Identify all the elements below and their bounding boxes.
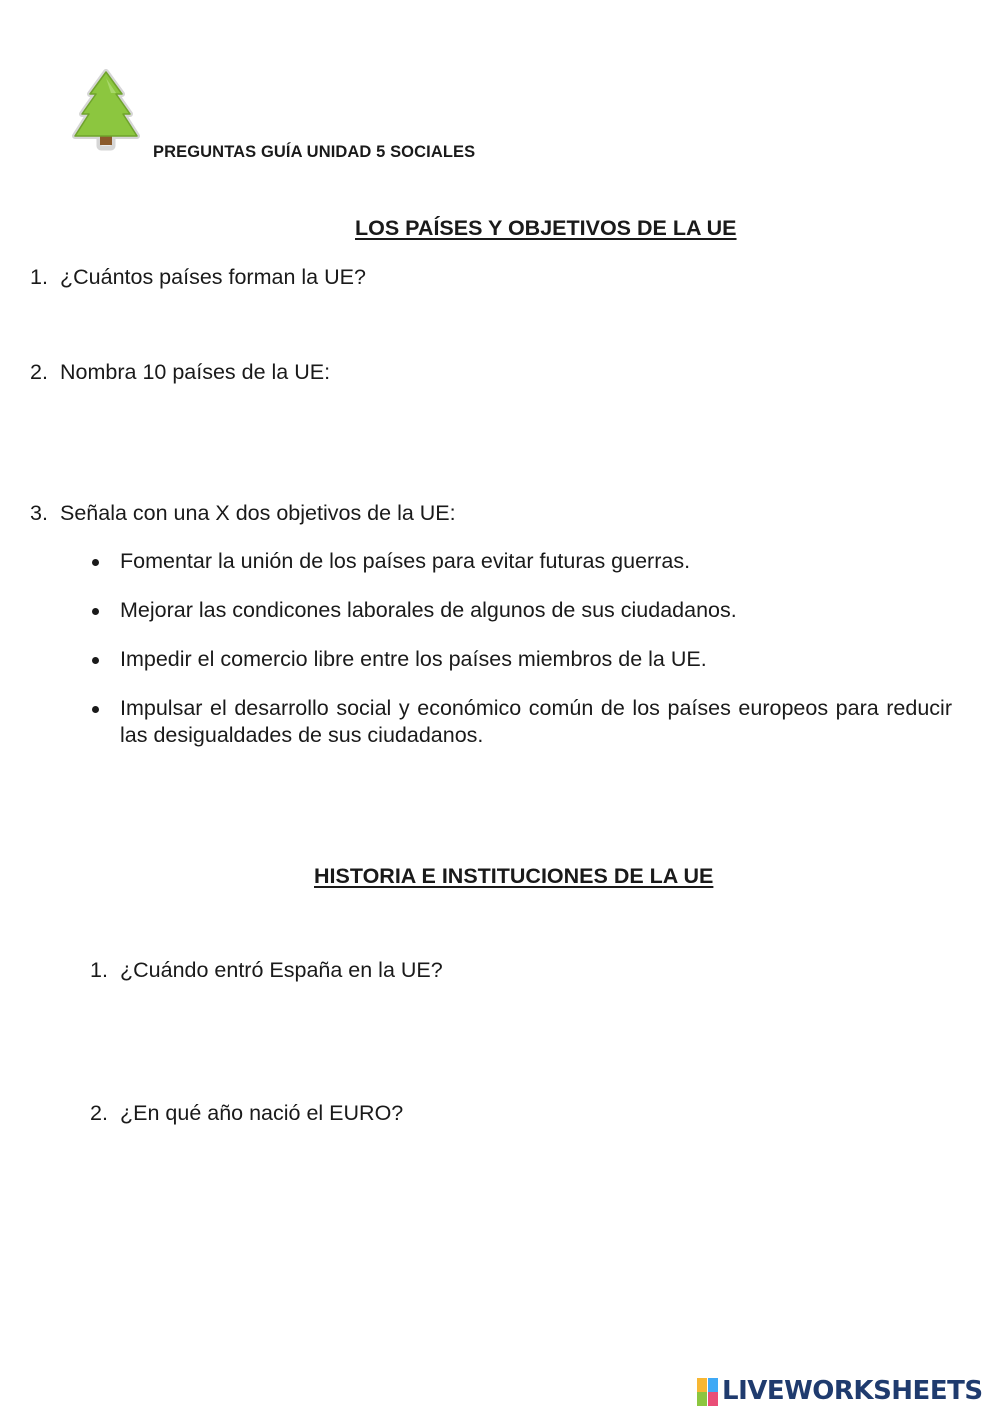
question-3: 3. Señala con una X dos objetivos de la UE: <box>30 501 456 525</box>
question-2: 2. Nombra 10 países de la UE: <box>30 360 331 384</box>
bullet-icon <box>92 608 99 615</box>
option-text: Impulsar el desarrollo social y económico común de los países europeos para reducir las desigualdades de sus ciudadanos. <box>120 696 952 747</box>
question-1: 1. ¿Cuántos países forman la UE? <box>30 265 366 289</box>
section-title-historia-instituciones: HISTORIA E INSTITUCIONES DE LA UE <box>314 864 714 888</box>
liveworksheets-logo[interactable] <box>697 1376 983 1406</box>
question-text: ¿En qué año nació el EURO? <box>120 1101 404 1125</box>
bullet-icon <box>92 706 99 713</box>
tree-icon <box>70 66 142 156</box>
section-title-paises-objetivos: LOS PAÍSES Y OBJETIVOS DE LA UE <box>355 216 737 240</box>
liveworksheets-logo-icon <box>697 1376 719 1406</box>
question-1: 1. ¿Cuándo entró España en la UE? <box>90 958 443 982</box>
question-text: ¿Cuándo entró España en la UE? <box>120 958 443 982</box>
bullet-icon <box>92 559 99 566</box>
question-text: ¿Cuántos países forman la UE? <box>60 265 366 289</box>
brand-name: LIVEWORKSHEETS <box>722 1376 983 1406</box>
worksheet-title: PREGUNTAS GUÍA UNIDAD 5 SOCIALES <box>153 143 476 161</box>
question-text: Señala con una X dos objetivos de la UE: <box>60 501 456 525</box>
option-text: Impedir el comercio libre entre los países miembros de la UE. <box>120 647 707 671</box>
option-text: Mejorar las condicones laborales de algunos de sus ciudadanos. <box>120 598 737 622</box>
bullet-icon <box>92 657 99 664</box>
question-2: 2. ¿En qué año nació el EURO? <box>90 1101 404 1125</box>
option-text: Fomentar la unión de los países para evitar futuras guerras. <box>120 549 691 573</box>
question-text: Nombra 10 países de la UE: <box>60 360 331 384</box>
